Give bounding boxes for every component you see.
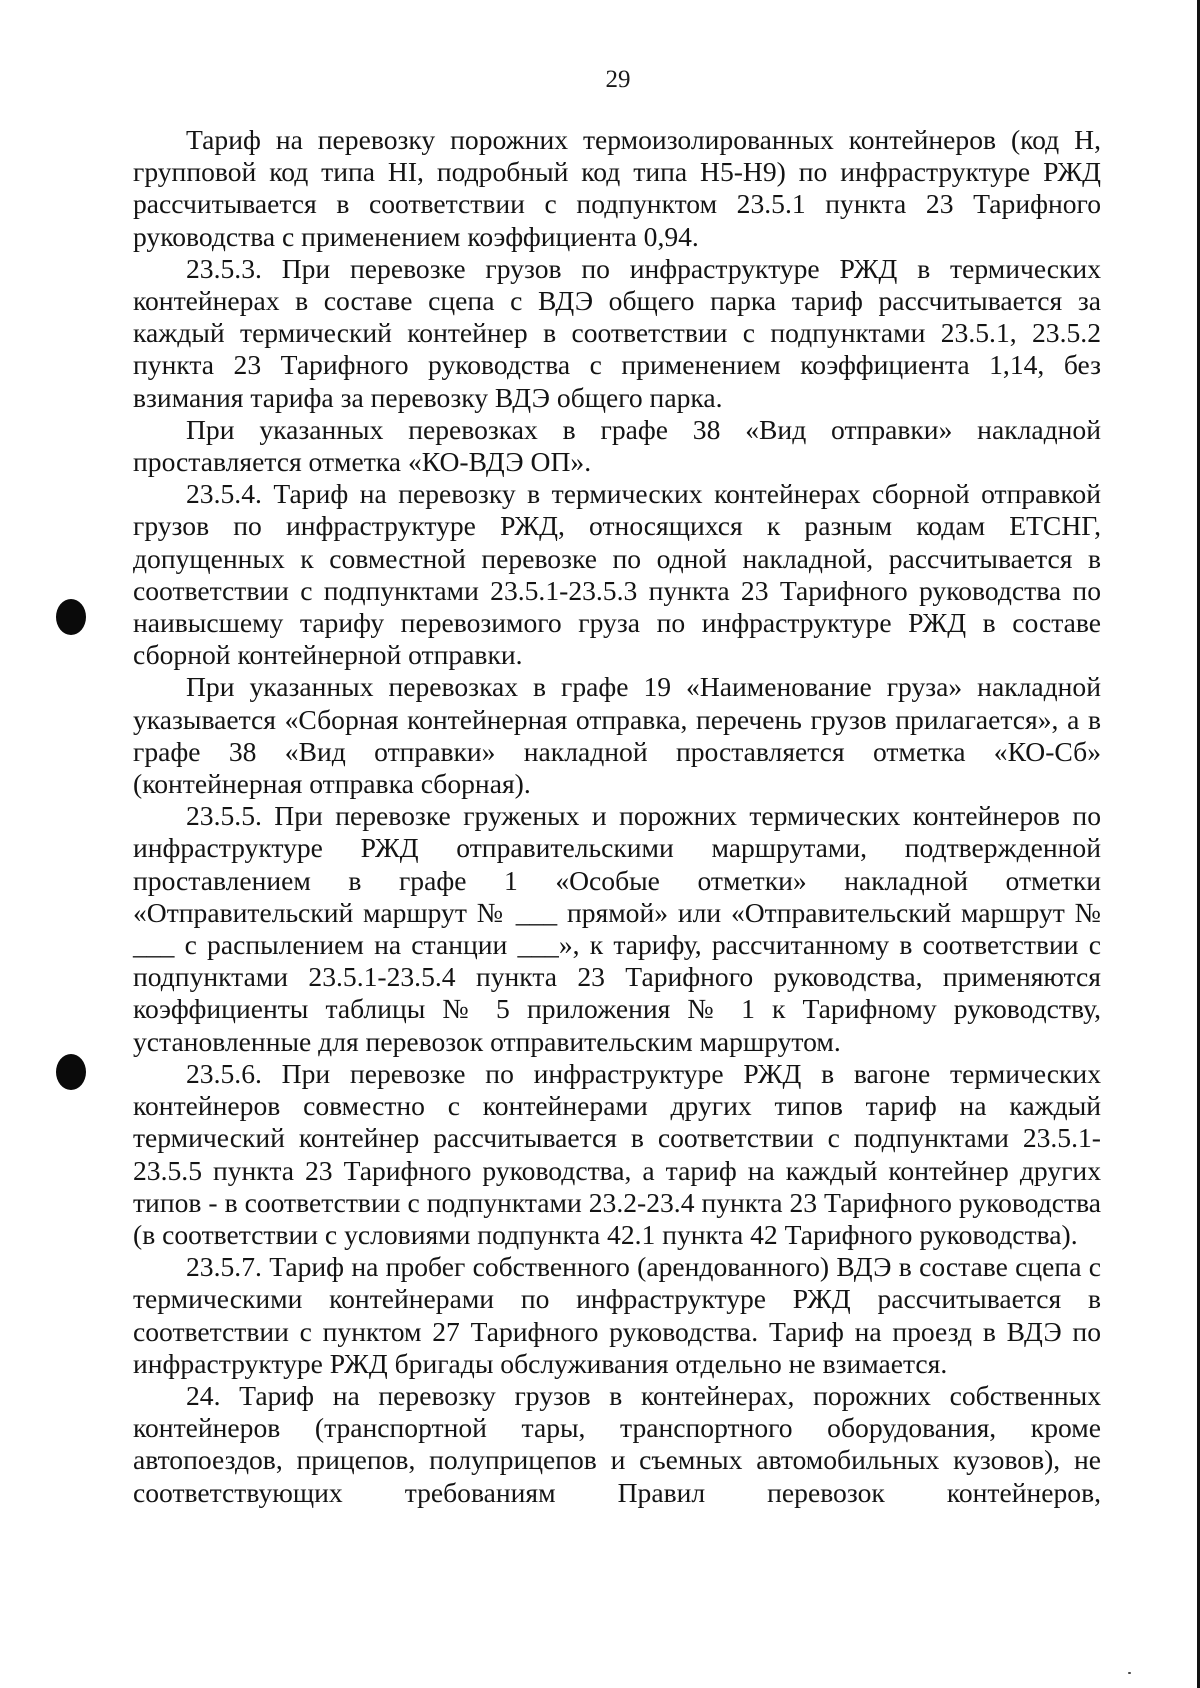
paragraph-tariff-empty-thermo: Тариф на перевозку порожних термоизолированных контейнеров (код Н, групповой код типа НI, подробный код типа Н5-Н9) по инфраструктуре РЖД рассчитывается в соответствии с подпунктом 23.5.1 пункта 23 Тарифного руководства с применением коэффициента 0,94.	[133, 124, 1101, 252]
paragraph-23-5-3-note: При указанных перевозках в графе 38 «Вид отправки» накладной проставляется отметка «КО-ВДЭ ОП».	[133, 413, 1101, 478]
punch-hole-mark-upper	[56, 599, 86, 635]
paragraph-23-5-7: 23.5.7. Тариф на пробег собственного (арендованного) ВДЭ в составе сцепа с термическими контейнерами по инфраструктуре РЖД рассчитывается в соответствии с пунктом 27 Тарифного руководства. Тариф на проезд в ВДЭ по инфраструктуре РЖД бригады обслуживания отдельно не взимается.	[133, 1251, 1101, 1379]
punch-hole-mark-lower	[56, 1054, 86, 1090]
paragraph-24: 24. Тариф на перевозку грузов в контейнерах, порожних собственных контейнеров (транспортной тары, транспортного оборудования, кроме автопоездов, прицепов, полуприцепов и съемных автомобильных кузовов), не соответствующих требованиям Правил перевозок контейнеров,	[133, 1379, 1101, 1508]
paragraph-23-5-3: 23.5.3. При перевозке грузов по инфраструктуре РЖД в термических контейнерах в составе сцепа с ВДЭ общего парка тариф рассчитывается за каждый термический контейнер в соответствии с подпунктами 23.5.1, 23.5.2 пункта 23 Тарифного руководства с применением коэффициента 1,14, без взимания тарифа за перевозку ВДЭ общего парка.	[133, 252, 1101, 413]
paragraph-23-5-4: 23.5.4. Тариф на перевозку в термических контейнерах сборной отправкой грузов по инфраструктуре РЖД, относящихся к разным кодам ЕТСНГ, допущенных к совместной перевозке по одной накладной, рассчитывается в соответствии с подпунктами 23.5.1-23.5.3 пункта 23 Тарифного руководства по наивысшему тарифу перевозимого груза по инфраструктуре РЖД в составе сборной контейнерной отправки.	[133, 478, 1101, 671]
document-body	[133, 124, 1101, 1509]
paragraph-23-5-4-note: При указанных перевозках в графе 19 «Наименование груза» накладной указывается «Сборная контейнерная отправка, перечень грузов прилагается», а в графе 38 «Вид отправки» накладной проставляется отметка «КО-Сб» (контейнерная отправка сборная).	[133, 671, 1101, 800]
paragraph-23-5-5: 23.5.5. При перевозке груженых и порожних термических контейнеров по инфраструктуре РЖД отправительскими маршрутами, подтвержденной проставлением в графе 1 «Особые отметки» накладной отметки «Отправительский маршрут № ___ прямой» или «Отправительский маршрут № ___ с распылением на станции ___», к тарифу, рассчитанному в соответствии с подпунктами 23.5.1-23.5.4 пункта 23 Тарифного руководства, применяются коэффициенты таблицы № 5 приложения № 1 к Тарифному руководству, установленные для перевозок отправительским маршрутом.	[133, 800, 1101, 1057]
page-number: 29	[605, 66, 631, 93]
paragraph-23-5-6: 23.5.6. При перевозке по инфраструктуре РЖД в вагоне термических контейнеров совместно с контейнерами других типов тариф на каждый термический контейнер рассчитывается в соответствии с подпунктами 23.5.1-23.5.5 пункта 23 Тарифного руководства, а тариф на каждый контейнер других типов - в соответствии с подпунктами 23.2-23.4 пункта 23 Тарифного руководства (в соответствии с условиями подпункта 42.1 пункта 42 Тарифного руководства).	[133, 1057, 1101, 1250]
scan-speck	[1128, 1672, 1131, 1674]
